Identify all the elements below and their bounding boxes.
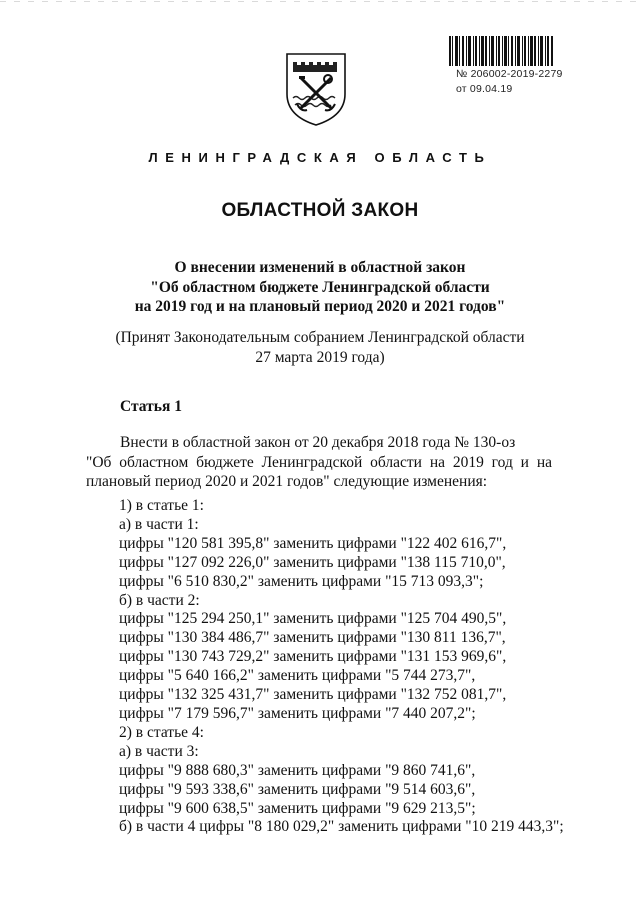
amendment-line: б) в части 2: (119, 591, 200, 609)
amendment-line: а) в части 1: (119, 515, 199, 533)
amendment-line: 2) в статье 4: (119, 723, 204, 741)
amendment-line: а) в части 3: (119, 742, 199, 760)
document-type-heading: ОБЛАСТНОЙ ЗАКОН (221, 200, 419, 221)
amendment-line: цифры "125 294 250,1" заменить цифрами "125 704 490,5", (119, 610, 507, 628)
article-intro-rest: "Об областном бюджете Ленинградской области на 2019 год и на плановый период 2020 и 2021 годов" следующие изменения: (86, 453, 552, 490)
amendment-line: цифры "130 384 486,7" заменить цифрами "130 811 136,7", (119, 629, 506, 647)
amendment-line: цифры "127 092 226,0" заменить цифрами "138 115 710,0", (119, 553, 506, 571)
registration-date: от 09.04.19 (456, 83, 513, 95)
amendment-line: цифры "132 325 431,7" заменить цифрами "132 752 081,7", (119, 686, 507, 704)
amendment-line: цифры "9 593 338,6" заменить цифрами "9 514 603,6", (119, 780, 476, 798)
amendment-line: б) в части 4 цифры "8 180 029,2" заменить цифрами "10 219 443,3"; (119, 818, 564, 836)
amendment-line: 1) в статье 1: (119, 497, 204, 514)
amendment-line: цифры "130 743 729,2" заменить цифрами "131 153 969,6", (119, 648, 507, 666)
article-heading: Статья 1 (120, 398, 182, 415)
adoption-note-line: (Принят Законодательным собранием Ленинградской области (115, 329, 525, 346)
amendment-line: цифры "6 510 830,2" заменить цифрами "15 713 093,3"; (119, 572, 484, 590)
scan-edge-line (0, 1, 640, 2)
adoption-note (0, 328, 640, 367)
registration-number: № 206002-2019-2279 (456, 68, 563, 80)
amendment-line: цифры "120 581 395,8" заменить цифрами "122 402 616,7", (119, 534, 507, 552)
article-intro (86, 433, 552, 492)
adoption-note-line: 27 марта 2019 года) (255, 348, 385, 366)
article-intro-first-line: Внести в областной закон от 20 декабря 2018 года № 130-оз (120, 434, 516, 451)
barcode-icon (449, 36, 553, 66)
amendment-line: цифры "7 179 596,7" заменить цифрами "7 440 207,2"; (119, 704, 476, 722)
law-title (0, 258, 640, 317)
coat-of-arms-icon (283, 50, 349, 128)
law-title-line: на 2019 год и на плановый период 2020 и 2021 годов" (134, 298, 506, 315)
law-title-line: О внесении изменений в областной закон (174, 259, 466, 276)
amendment-line: цифры "9 888 680,3" заменить цифрами "9 860 741,6", (119, 761, 476, 779)
amendment-line: цифры "9 600 638,5" заменить цифрами "9 629 213,5"; (119, 799, 476, 817)
amendments-list (119, 497, 589, 837)
law-title-line: "Об областном бюджете Ленинградской области (150, 278, 490, 296)
amendment-line: цифры "5 640 166,2" заменить цифрами "5 744 273,7", (119, 667, 476, 685)
region-title: ЛЕНИНГРАДСКАЯ ОБЛАСТЬ (148, 150, 492, 165)
